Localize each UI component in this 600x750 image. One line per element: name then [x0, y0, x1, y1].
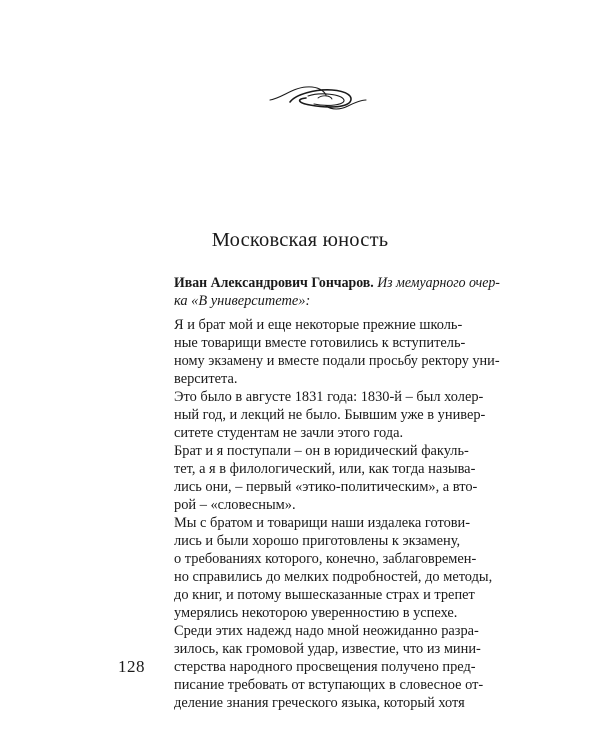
- text-line: ные товарищи вместе готовились к вступитель-: [174, 335, 466, 351]
- text-line: Брат и я поступали – он в юридический факуль-: [174, 443, 469, 459]
- text-line: лись они, – первый «этико-политическим», а вто-: [174, 479, 478, 495]
- text-line: стерства народного просвещения получено пред-: [174, 659, 476, 675]
- text-line: тет, а я в филологический, или, как тогда называ-: [174, 461, 476, 477]
- text-line: Мы с братом и товарищи наши издалека готови-: [174, 515, 471, 531]
- text-line: зилось, как громовой удар, известие, что из мини-: [174, 641, 481, 657]
- text-line: ный год, и лекций не было. Бывшим уже в универ-: [174, 407, 486, 423]
- text-line: Это было в августе 1831 года: 1830-й – был холер-: [174, 389, 484, 405]
- flourish-ornament-icon: [268, 78, 368, 116]
- text-line: умерялись некоторою уверенностию в успехе.: [174, 605, 458, 621]
- text-line: до книг, и потому вышесказанные страх и трепет: [174, 587, 475, 603]
- text-line: ному экзамену и вместе подали просьбу ректору уни-: [174, 353, 500, 369]
- text-line: писание требовать от вступающих в словесное от-: [174, 677, 484, 693]
- text-line: деление знания греческого языка, который хотя: [174, 695, 465, 711]
- chapter-title: Московская юность: [211, 229, 389, 251]
- text-line: о требованиях которого, конечно, заблаговремен-: [174, 551, 477, 567]
- text-line: верситета.: [174, 371, 238, 387]
- text-line: рой – «словесным».: [174, 497, 296, 513]
- page-number: 128: [118, 657, 145, 676]
- source-note: Из мемуарного очер-: [373, 275, 500, 291]
- source-note-cont: ка «В университете»:: [174, 293, 311, 309]
- text-line: но справились до мелких подробностей, до методы,: [174, 569, 493, 585]
- text-line: ситете студентам не зачли этого года.: [174, 425, 404, 441]
- text-line: Среди этих надежд надо мной неожиданно разра-: [174, 623, 479, 639]
- text-line: лись и были хорошо приготовлены к экзамену,: [174, 533, 461, 549]
- intro-line: [174, 274, 500, 292]
- author-name: Иван Александрович Гончаров.: [174, 275, 374, 291]
- text-line: Я и брат мой и еще некоторые прежние школь-: [174, 317, 463, 333]
